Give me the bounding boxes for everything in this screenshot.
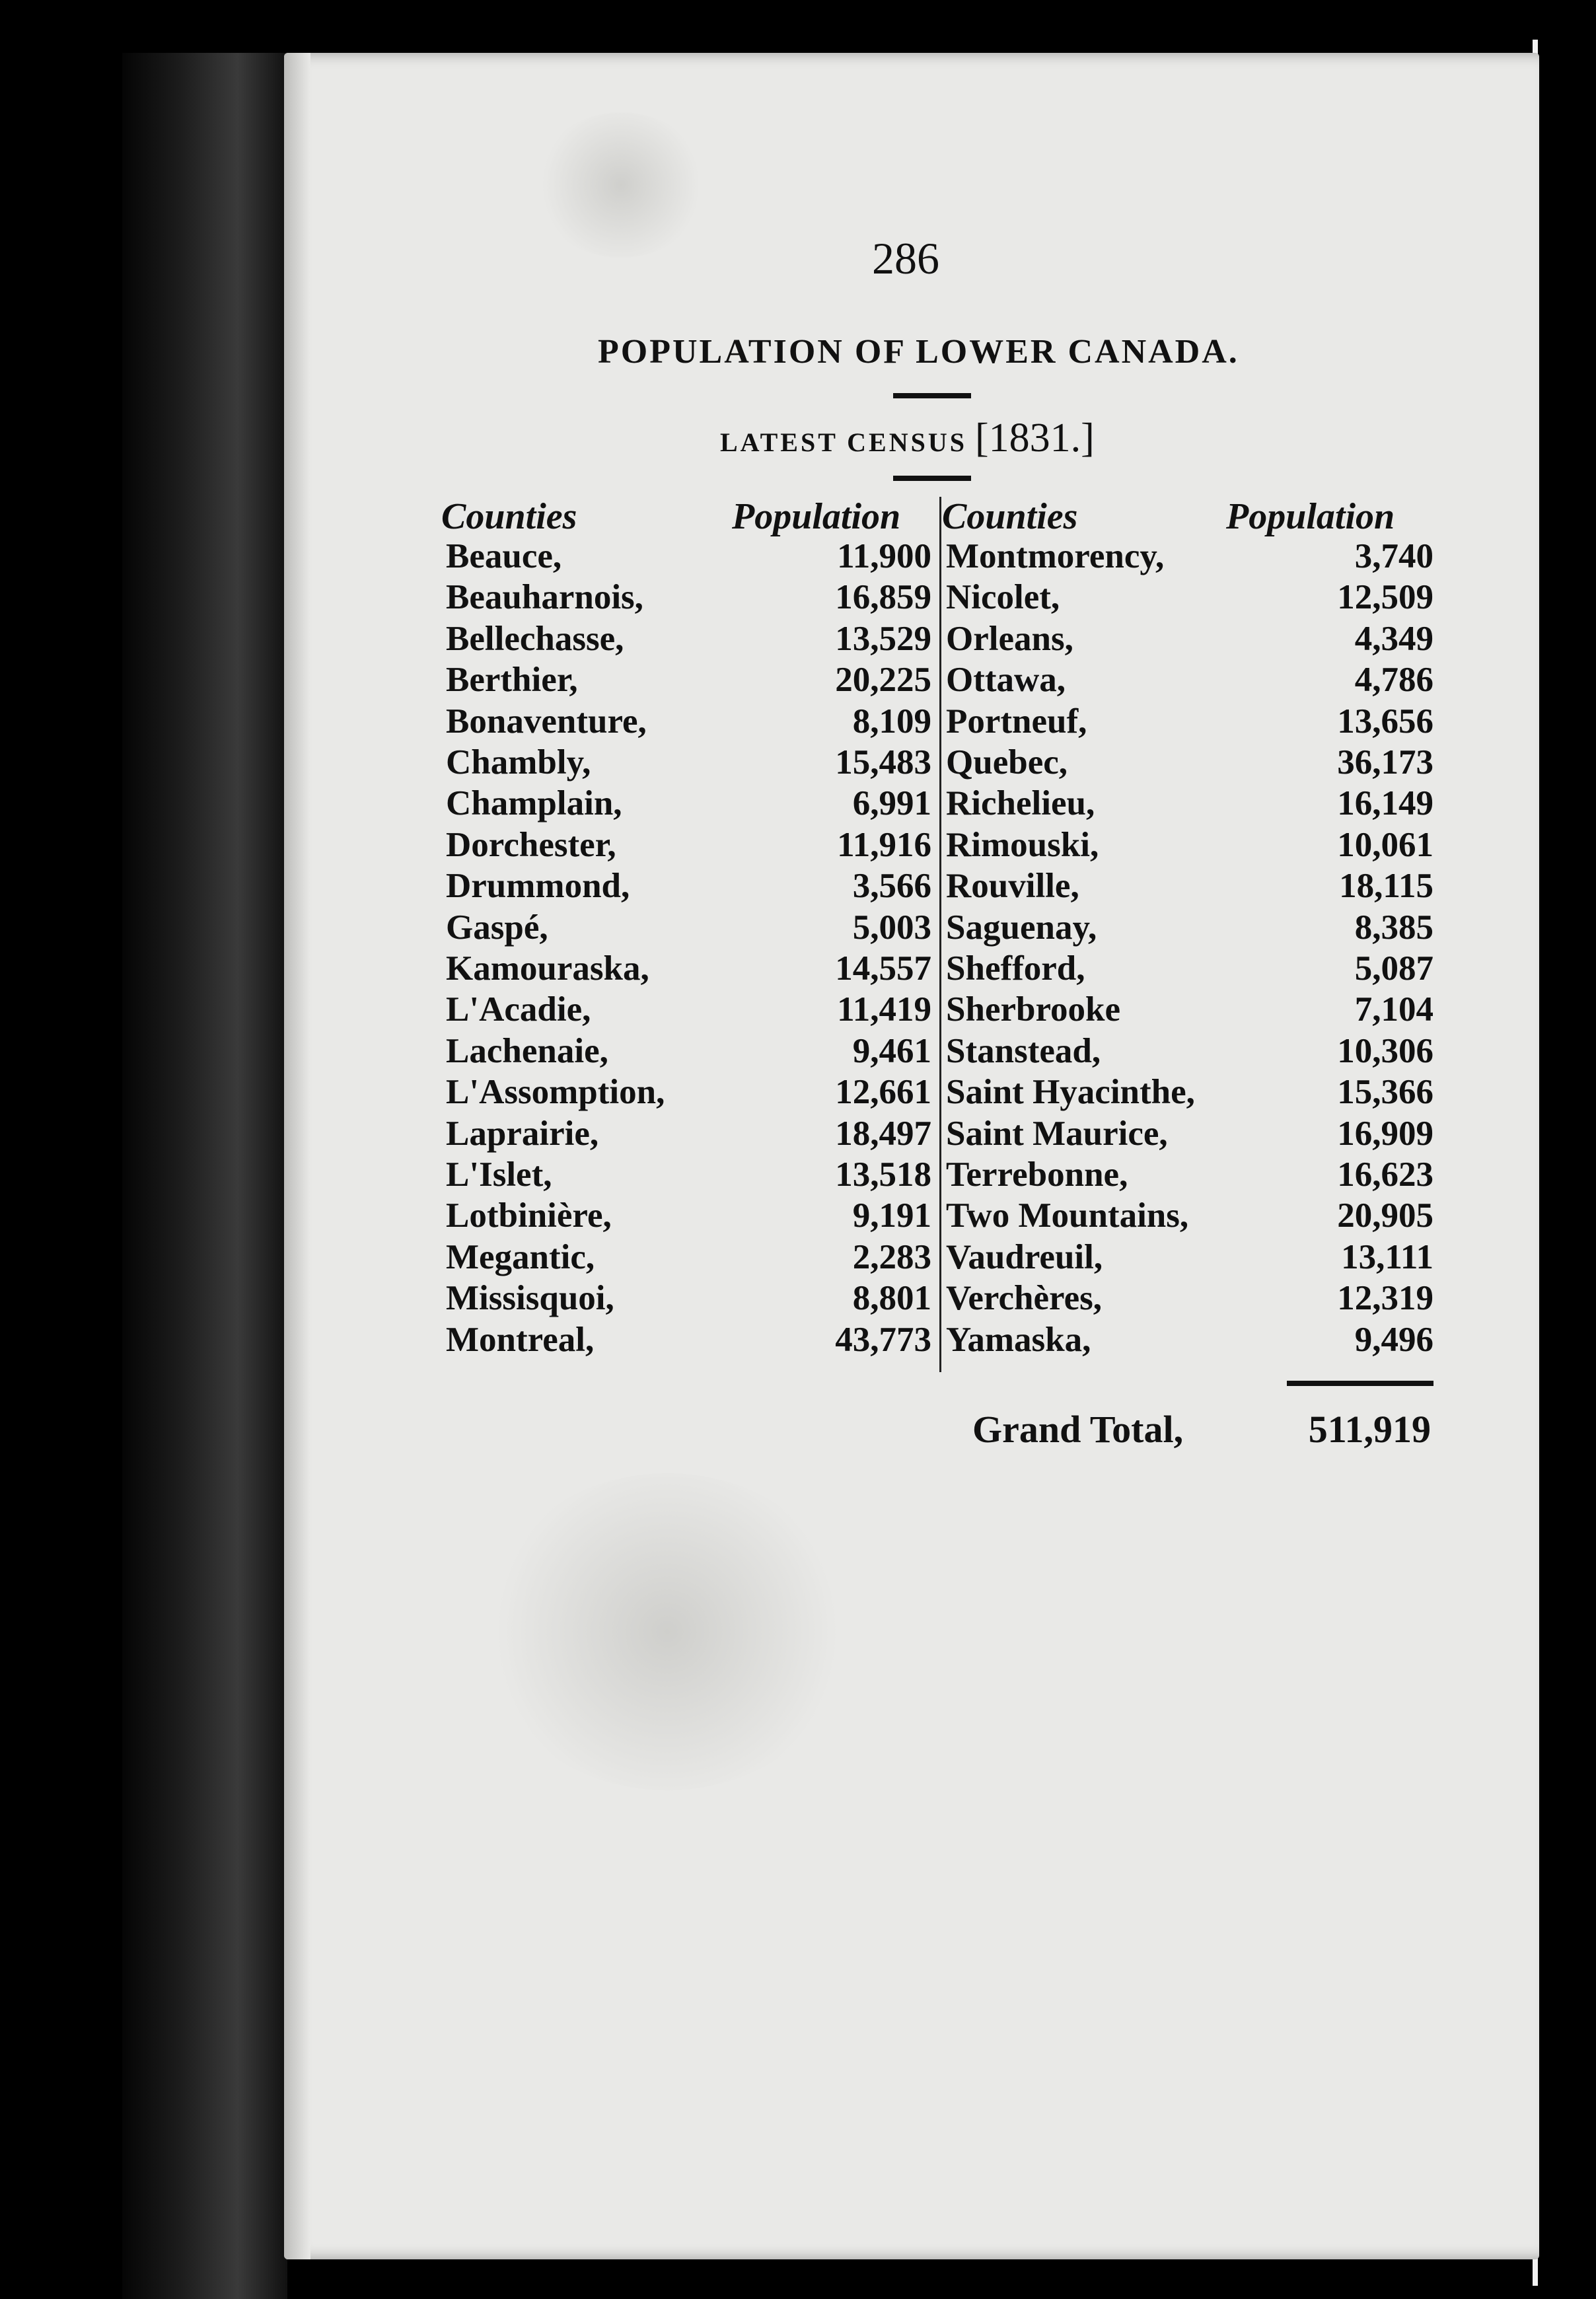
county-name: Rouville, (946, 867, 1079, 906)
population-value: 18,115 (1339, 867, 1433, 906)
county-name: Saint Maurice, (946, 1114, 1168, 1153)
population-value: 13,656 (1337, 702, 1433, 741)
table-row (446, 1114, 931, 1155)
table-row (946, 1155, 1433, 1196)
table-row (946, 784, 1433, 824)
table-row (946, 619, 1433, 660)
table-row (446, 1196, 931, 1237)
table-row (946, 1031, 1433, 1072)
population-value: 36,173 (1337, 743, 1433, 782)
population-value: 13,111 (1341, 1237, 1433, 1276)
census-label: LATEST CENSUS (720, 427, 967, 457)
county-name: Sherbrooke (946, 990, 1121, 1029)
table-row (946, 1072, 1433, 1113)
county-name: Gaspé, (446, 908, 548, 947)
table-row (946, 1320, 1433, 1361)
table-row (446, 908, 931, 949)
population-value: 8,801 (852, 1279, 931, 1318)
county-name: Shefford, (946, 949, 1085, 988)
population-value: 9,191 (852, 1196, 931, 1235)
table-row (446, 619, 931, 660)
population-value: 12,661 (835, 1073, 931, 1112)
population-value: 11,916 (837, 825, 931, 864)
census-subtitle (720, 415, 1095, 462)
table-row (946, 536, 1433, 577)
table-row (446, 702, 931, 743)
county-name: Nicolet, (946, 578, 1060, 617)
table-row (446, 866, 931, 907)
county-name: Verchères, (946, 1279, 1102, 1318)
county-name: L'Assomption, (446, 1073, 665, 1112)
population-value: 13,529 (835, 619, 931, 658)
population-value: 3,740 (1354, 537, 1433, 575)
table-row (946, 577, 1433, 618)
table-row (946, 908, 1433, 949)
population-value: 12,319 (1337, 1279, 1433, 1318)
population-value: 3,566 (852, 867, 931, 906)
population-value: 16,623 (1337, 1155, 1433, 1194)
column-divider (939, 497, 941, 1372)
county-name: Richelieu, (946, 784, 1095, 823)
table-row (946, 1237, 1433, 1278)
population-value: 15,366 (1337, 1073, 1433, 1112)
table-row (946, 660, 1433, 701)
header-right-population: Population (1226, 496, 1395, 537)
table-row (446, 1072, 931, 1113)
table-row (446, 577, 931, 618)
population-value: 8,385 (1354, 908, 1433, 947)
county-name: Two Mountains, (946, 1196, 1189, 1235)
county-name: Bellechasse, (446, 619, 624, 658)
title-rule (893, 393, 971, 398)
county-name: Lachenaie, (446, 1031, 608, 1070)
population-value: 20,225 (835, 661, 931, 700)
table-row (446, 784, 931, 824)
county-name: Kamouraska, (446, 949, 649, 988)
table-row (946, 1196, 1433, 1237)
population-value: 16,859 (835, 578, 931, 617)
county-name: Lotbinière, (446, 1196, 612, 1235)
population-value: 16,149 (1337, 784, 1433, 823)
county-name: Orleans, (946, 619, 1073, 658)
table-row (446, 949, 931, 990)
population-value: 4,786 (1354, 661, 1433, 700)
county-name: Saguenay, (946, 908, 1097, 947)
table-row (946, 866, 1433, 907)
population-value: 13,518 (835, 1155, 931, 1194)
table-row (946, 990, 1433, 1031)
page-title: POPULATION OF LOWER CANADA. (598, 333, 1239, 371)
population-value: 5,087 (1354, 949, 1433, 988)
header-left-population: Population (732, 496, 901, 537)
table-row (946, 825, 1433, 866)
county-name: Berthier, (446, 661, 578, 700)
population-value: 2,283 (852, 1237, 931, 1276)
county-name: Missisquoi, (446, 1279, 614, 1318)
county-name: Quebec, (946, 743, 1068, 782)
table-row (946, 1278, 1433, 1319)
population-value: 14,557 (835, 949, 931, 988)
county-name: Dorchester, (446, 825, 616, 864)
county-name: Beauce, (446, 537, 562, 575)
table-row (446, 1155, 931, 1196)
table-row (446, 990, 931, 1031)
header-right-counties: Counties (942, 496, 1078, 537)
population-value: 10,061 (1337, 825, 1433, 864)
population-value: 10,306 (1337, 1031, 1433, 1070)
population-value: 18,497 (835, 1114, 931, 1153)
county-name: L'Islet, (446, 1155, 552, 1194)
county-name: Chambly, (446, 743, 591, 782)
population-value: 6,991 (852, 784, 931, 823)
population-value: 11,419 (837, 990, 931, 1029)
population-value: 20,905 (1337, 1196, 1433, 1235)
population-value: 9,461 (852, 1031, 931, 1070)
page-stain (482, 1473, 852, 1790)
table-row (446, 1031, 931, 1072)
population-value: 8,109 (852, 702, 931, 741)
table-row (446, 825, 931, 866)
population-value: 12,509 (1337, 578, 1433, 617)
grand-total-label: Grand Total, (972, 1408, 1184, 1451)
county-name: Yamaska, (946, 1320, 1091, 1359)
table-row (446, 536, 931, 577)
table-row (946, 1114, 1433, 1155)
table-row (446, 660, 931, 701)
population-value: 7,104 (1354, 990, 1433, 1029)
table-row (446, 1237, 931, 1278)
table-row (446, 1278, 931, 1319)
county-name: Laprairie, (446, 1114, 599, 1153)
table-row (946, 702, 1433, 743)
population-value: 4,349 (1354, 619, 1433, 658)
county-name: Vaudreuil, (946, 1237, 1103, 1276)
county-name: Stanstead, (946, 1031, 1101, 1070)
population-value: 5,003 (852, 908, 931, 947)
table-row (946, 743, 1433, 784)
county-name: Portneuf, (946, 702, 1087, 741)
page-number: 286 (872, 233, 939, 283)
county-name: Bonaventure, (446, 702, 647, 741)
header-left-counties: Counties (441, 496, 577, 537)
county-name: Megantic, (446, 1237, 595, 1276)
subtitle-rule (893, 476, 971, 481)
county-name: Drummond, (446, 867, 630, 906)
county-name: Ottawa, (946, 661, 1066, 700)
table-row (446, 1320, 931, 1361)
county-name: Montreal, (446, 1320, 595, 1359)
population-value: 9,496 (1354, 1320, 1433, 1359)
table-row (446, 743, 931, 784)
county-name: Champlain, (446, 784, 622, 823)
grand-total-value: 511,919 (1308, 1408, 1431, 1451)
population-value: 11,900 (837, 537, 931, 575)
population-value: 15,483 (835, 743, 931, 782)
total-rule (1287, 1381, 1433, 1386)
census-year: [1831.] (975, 416, 1095, 460)
county-name: Montmorency, (946, 537, 1165, 575)
table-row (946, 949, 1433, 990)
page-stain (535, 112, 707, 258)
book-binding (122, 53, 287, 2299)
county-name: Saint Hyacinthe, (946, 1073, 1195, 1112)
population-value: 43,773 (835, 1320, 931, 1359)
county-name: Terrebonne, (946, 1155, 1128, 1194)
county-name: L'Acadie, (446, 990, 591, 1029)
population-value: 16,909 (1337, 1114, 1433, 1153)
county-name: Beauharnois, (446, 578, 643, 617)
county-name: Rimouski, (946, 825, 1099, 864)
